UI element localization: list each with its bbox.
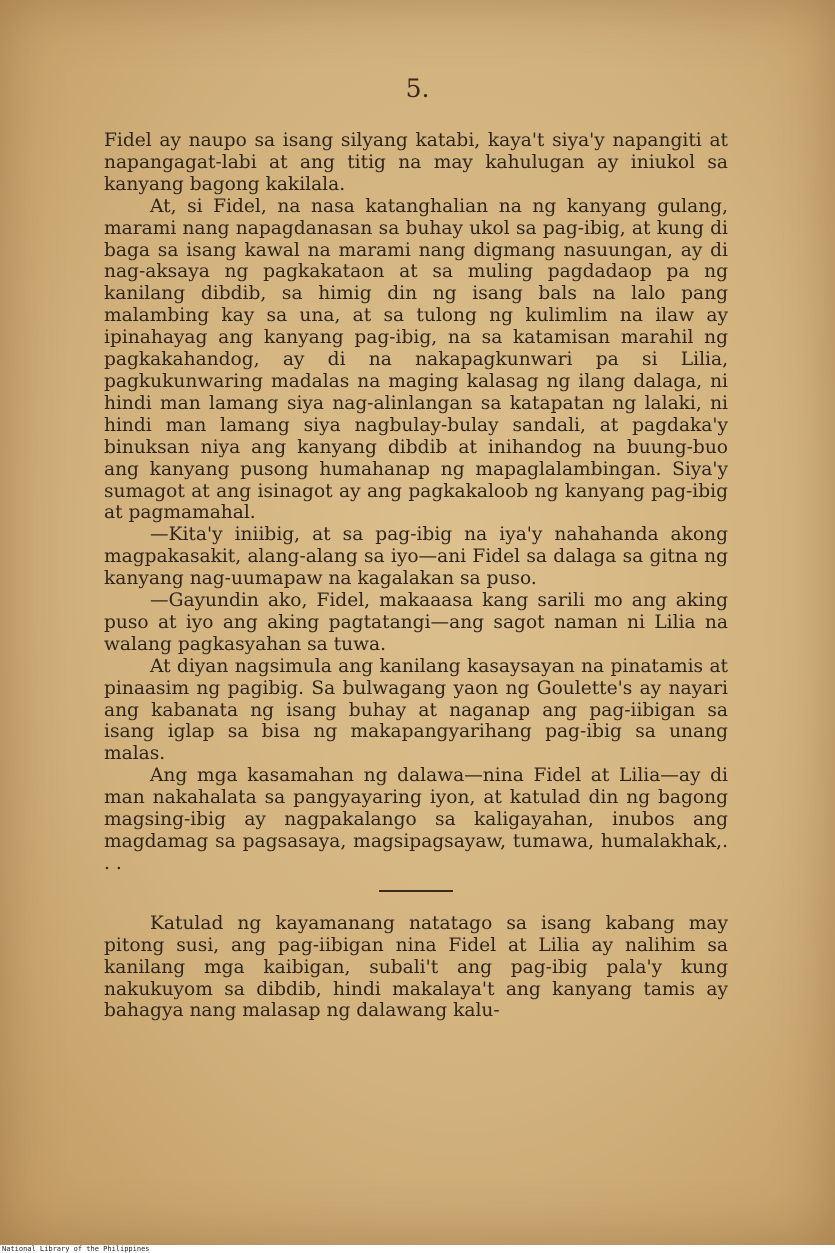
paragraph-2: At, si Fidel, na nasa katanghalian na ng kanyang gulang, marami nang napagdanasan sa buhay ukol sa pag-ibig, at kung di baga sa isang kawal na marami nang digmang nasuungan, ay di nag-aksaya ng pagkakataon at sa muling pagdadaop pa ng kanilang dibdib, sa himig din ng isang bals na lalo pang malambing kay sa una, at sa tulong ng kulimlim na ilaw ay ipinahayag ang kanyang pag-ibig, na sa katamisan marahil ng pagkakahandog, ay di na nakapagkunwari pa si Lilia, pagkukunwaring madalas na maging kalasag ng ilang dalaga, ni hindi man lamang siya nag-alinlangan sa katapatan ng lalaki, ni hindi man lamang siya nagbulay-bulay sandali, at pagdaka'y binuksan niya ang kanyang dibdib at inihandog na buung-buo ang kanyang pusong humahanap ng mapaglalambingan. Siya'y sumagot at ang isinagot ay ang pagkakaloob ng kanyang pag-ibig at pagmamahal. <box>104 195 728 524</box>
paragraph-6: Ang mga kasamahan ng dalawa—nina Fidel at Lilia—ay di man nakahalata sa pangyayaring iyon, at katulad din ng bagong magsing-ibig ay nagpakalango sa kaligayahan, inubos ang magdamag sa pagsasaya, magsipagsayaw, tumawa, humalakhak,. . . <box>104 765 728 874</box>
paragraph-4: —Gayundin ako, Fidel, makaaasa kang sarili mo ang aking puso at iyo ang aking pagtatangi—ang sagot naman ni Lilia na walang pagkasyahan sa tuwa. <box>104 590 728 655</box>
paragraph-3: —Kita'y iniibig, at sa pag-ibig na iya'y nahahanda akong magpakasakit, alang-alang sa iyo—ani Fidel sa dalaga sa gitna ng kanyang nag-uumapaw na kagalakan sa puso. <box>104 524 728 590</box>
section-divider <box>379 890 453 892</box>
library-credit: National Library of the Philippines <box>2 1245 150 1253</box>
paragraph-5: At diyan nagsimula ang kanilang kasaysayan na pinatamis at pinaasim ng pagibig. Sa bulwagang yaon ng Goulette's ay nayari ang kabanata ng isang buhay at naganap ang pag-iibigan sa isang iglap sa bisa ng makapangyarihang pag-ibig sa unang malas. <box>104 655 728 765</box>
page-number: 5. <box>405 74 430 103</box>
paragraph-7: Katulad ng kayamanang natatago sa isang kabang may pitong susi, ang pag-iibigan nina Fidel at Lilia ay nalihim sa kanilang mga kaibigan, subali't ang pag-ibig pala'y kung nakukuyom sa dibdib, hindi makalaya't ang kanyang tamis ay bahagya nang malasap ng dalawang kalu- <box>104 912 728 1022</box>
paragraph-1: Fidel ay naupo sa isang silyang katabi, kaya't siya'y napangiti at napangagat-labi at ang titig na may kahulugan ay iniukol sa kanyang bagong kakilala. <box>104 130 728 195</box>
body-text <box>104 130 728 1022</box>
